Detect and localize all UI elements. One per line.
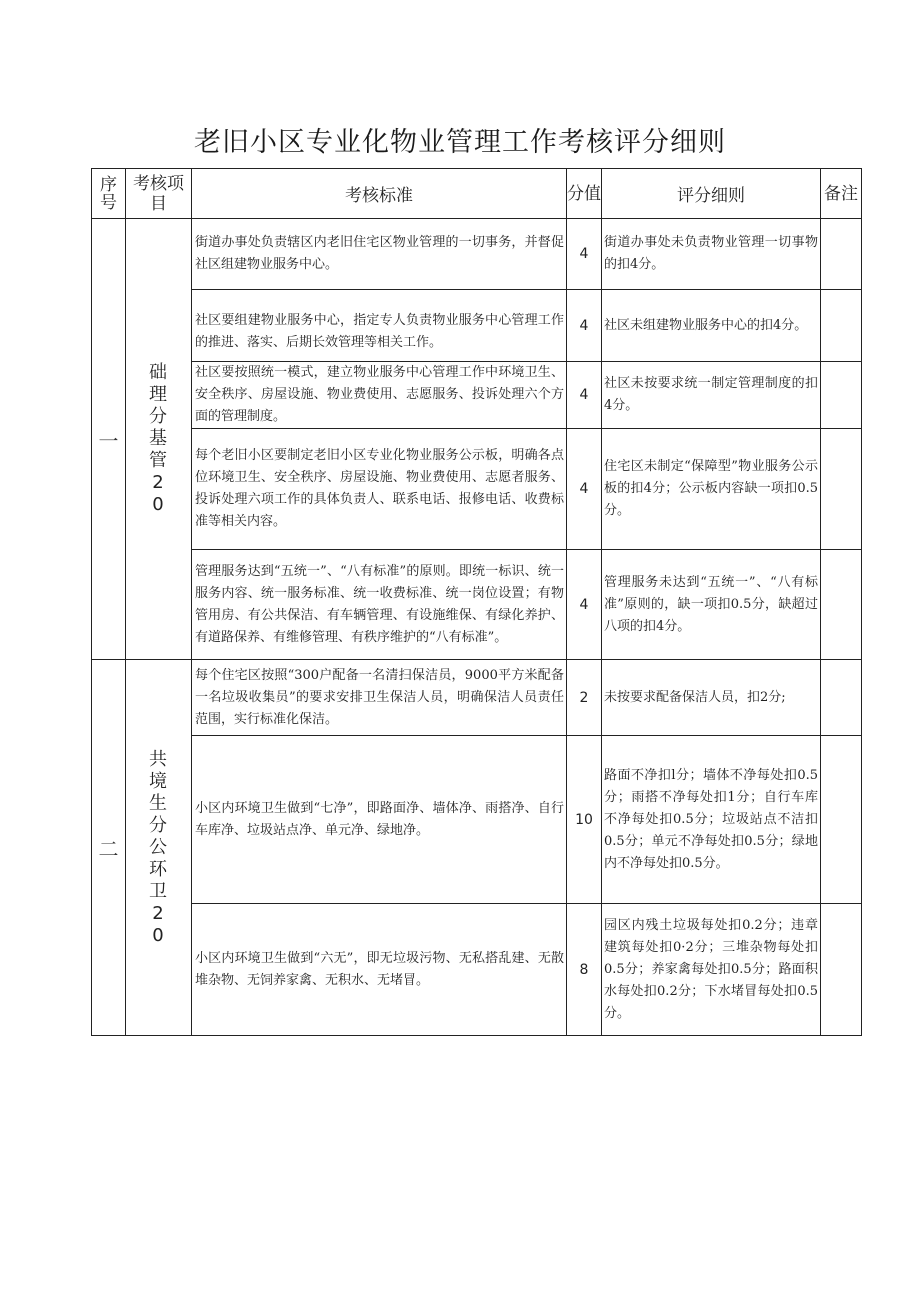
scoring-table [91,168,862,1036]
table-header-row [92,169,862,219]
score-cell: 4 [567,429,602,550]
section-seq: 二 [92,660,126,1036]
score-cell: 8 [567,904,602,1036]
note-cell [821,904,862,1036]
detail-cell: 街道办事处未负责物业管理一切事物的扣4分。 [602,219,821,290]
note-cell [821,429,862,550]
table-row [92,219,862,290]
header-no: 序号 [92,169,126,219]
section-category [126,219,192,660]
detail-cell: 住宅区未制定“保障型”物业服务公示板的扣4分；公示板内容缺一项扣0.5分。 [602,429,821,550]
note-cell [821,736,862,904]
header-score: 分值 [567,169,602,219]
standard-cell: 每个老旧小区要制定老旧小区专业化物业服务公示板，明确各点位环境卫生、安全秩序、房屋设施、物业费使用、志愿者服务、投诉处理六项工作的具体负责人、联系电话、报修电话、收费标准等相关内容。 [192,429,567,550]
standard-cell: 社区要按照统一模式，建立物业服务中心管理工作中环境卫生、安全秩序、房屋设施、物业费使用、志愿服务、投诉处理六个方面的管理制度。 [192,362,567,429]
table-row [92,904,862,1036]
header-detail: 评分细则 [602,169,821,219]
section-category-label: 础理分基管20 [149,362,168,515]
table-row [92,660,862,736]
note-cell [821,219,862,290]
detail-cell: 社区未按要求统一制定管理制度的扣4分。 [602,362,821,429]
standard-cell: 每个住宅区按照“300户配备一名清扫保洁员，9000平方米配备一名垃圾收集员”的要求安排卫生保洁人员，明确保洁人员责任范围，实行标准化保洁。 [192,660,567,736]
table-row [92,550,862,660]
table-row [92,429,862,550]
note-cell [821,362,862,429]
section-category-label: 共境生分公环卫20 [149,748,168,946]
standard-cell: 小区内环境卫生做到“六无”，即无垃圾污物、无私搭乱建、无散堆杂物、无饲养家禽、无积水、无堵冒。 [192,904,567,1036]
detail-cell: 社区未组建物业服务中心的扣4分。 [602,290,821,362]
score-cell: 2 [567,660,602,736]
header-standard: 考核标准 [192,169,567,219]
score-cell: 4 [567,362,602,429]
score-cell: 4 [567,550,602,660]
standard-cell: 社区要组建物业服务中心，指定专人负责物业服务中心管理工作的推进、落实、后期长效管理等相关工作。 [192,290,567,362]
table-row [92,290,862,362]
score-cell: 4 [567,290,602,362]
note-cell [821,550,862,660]
detail-cell: 管理服务未达到“五统一”、“八有标准”原则的，缺一项扣0.5分，缺超过八项的扣4分。 [602,550,821,660]
score-cell: 10 [567,736,602,904]
header-item: 考核项目 [126,169,192,219]
score-cell: 4 [567,219,602,290]
detail-cell: 园区内残土垃圾每处扣0.2分；违章建筑每处扣0·2分；三堆杂物每处扣0.5分；养家禽每处扣0.5分；路面积水每处扣0.2分；下水堵冒每处扣0.5分。 [602,904,821,1036]
standard-cell: 街道办事处负责辖区内老旧住宅区物业管理的一切事务，并督促社区组建物业服务中心。 [192,219,567,290]
section-seq: 一 [92,219,126,660]
table-row [92,736,862,904]
detail-cell: 未按要求配备保洁人员，扣2分; [602,660,821,736]
table-row [92,362,862,429]
note-cell [821,290,862,362]
detail-cell: 路面不净扣l分；墙体不净每处扣0.5分；雨搭不净每处扣1分；自行车库不净每处扣0.5分；垃圾站点不洁扣0.5分；单元不净每处扣0.5分；绿地内不净每处扣0.5分。 [602,736,821,904]
page-title: 老旧小区专业化物业管理工作考核评分细则 [194,127,726,158]
header-note: 备注 [821,169,862,219]
section-category [126,660,192,1036]
standard-cell: 小区内环境卫生做到“七净”，即路面净、墙体净、雨搭净、自行车库净、垃圾站点净、单元净、绿地净。 [192,736,567,904]
note-cell [821,660,862,736]
standard-cell: 管理服务达到“五统一”、“八有标准”的原则。即统一标识、统一服务内容、统一服务标准、统一收费标准、统一岗位设置；有物管用房、有公共保洁、有车辆管理、有设施维保、有绿化养护、有道路保养、有维修管理、有秩序维护的“八有标准”。 [192,550,567,660]
